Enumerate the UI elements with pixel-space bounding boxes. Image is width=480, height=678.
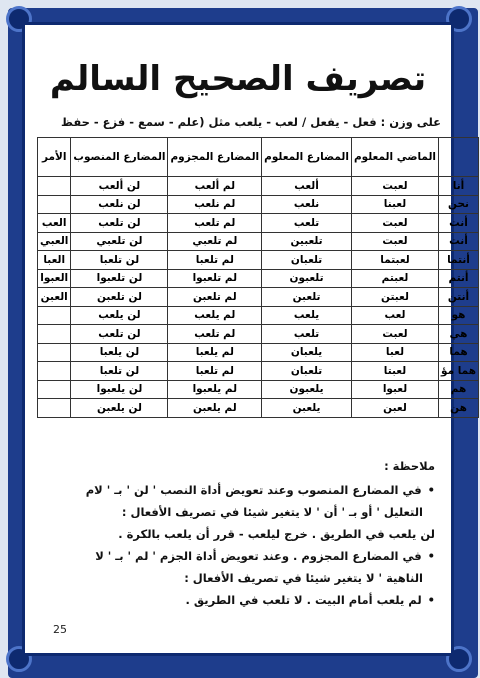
cell-present: نلعب: [262, 195, 352, 214]
cell-subjunctive: لن تلعبوا: [71, 269, 168, 288]
cell-past: لعبت: [351, 214, 438, 233]
header-jussive: المضارع المجزوم: [168, 138, 262, 177]
table-row: [38, 177, 479, 196]
cell-present: تلعب: [262, 325, 352, 344]
table-header-row: [38, 138, 479, 177]
cell-jussive: لم يلعب: [168, 306, 262, 325]
cell-jussive: لم تلعبن: [168, 288, 262, 307]
cell-imperative: [38, 306, 71, 325]
cell-imperative: [38, 399, 71, 418]
cell-past: لعبت: [351, 232, 438, 251]
cell-past: لعبتا: [351, 362, 438, 381]
table-row: [38, 362, 479, 381]
cell-present: يلعبن: [262, 399, 352, 418]
table-row: [38, 306, 479, 325]
note-example: • لم يلعب أمام البيت . لا تلعب في الطريق .: [43, 589, 435, 611]
cell-present: ألعب: [262, 177, 352, 196]
cell-pronoun: أنت: [439, 214, 479, 233]
cell-present: يلعبان: [262, 343, 352, 362]
cell-subjunctive: لن يلعبن: [71, 399, 168, 418]
note-example: لن يلعب في الطريق . خرج ليلعب - قرر أن يلعب بالكرة .: [118, 527, 435, 541]
notes-section: [43, 455, 435, 611]
cell-present: يلعب: [262, 306, 352, 325]
conjugation-table: [37, 137, 479, 418]
cell-jussive: لم تلعب: [168, 325, 262, 344]
page-subtitle: على وزن : فعل - يفعل / لعب - يلعب مثل (علم - سمع - فزع - حفظ: [61, 115, 441, 129]
cell-present: تلعبن: [262, 288, 352, 307]
header-imperative: الأمر: [38, 138, 71, 177]
cell-jussive: لم تلعبوا: [168, 269, 262, 288]
cell-imperative: [38, 362, 71, 381]
cell-present: تلعب: [262, 214, 352, 233]
cell-jussive: لم يلعبوا: [168, 380, 262, 399]
cell-jussive: لم يلعبن: [168, 399, 262, 418]
cell-imperative: [38, 195, 71, 214]
table-row: [38, 399, 479, 418]
cell-subjunctive: لن ألعب: [71, 177, 168, 196]
header-past: الماضي المعلوم: [351, 138, 438, 177]
cell-pronoun: هما: [439, 343, 479, 362]
cell-jussive: لم ألعب: [168, 177, 262, 196]
cell-pronoun: أنتما: [439, 251, 479, 270]
cell-imperative: العبي: [38, 232, 71, 251]
note-line: • في المضارع المنصوب وعند تعويض أداة النصب ' لن ' بـ ' لام: [43, 479, 435, 501]
cell-pronoun: أنا: [439, 177, 479, 196]
cell-pronoun: هي: [439, 325, 479, 344]
cell-subjunctive: لن يلعبا: [71, 343, 168, 362]
cell-jussive: لم تلعبا: [168, 362, 262, 381]
cell-past: لعبوا: [351, 380, 438, 399]
cell-subjunctive: لن تلعب: [71, 214, 168, 233]
cell-pronoun: أنتم: [439, 269, 479, 288]
note-line: • في المضارع المجزوم . وعند تعويض أداة الجزم ' لم ' بـ ' لا: [43, 545, 435, 567]
cell-past: لعبت: [351, 177, 438, 196]
cell-present: تلعبون: [262, 269, 352, 288]
note-line: الناهية ' لا يتغير شيئا في تصريف الأفعال :: [184, 571, 423, 585]
cell-subjunctive: لن تلعب: [71, 325, 168, 344]
page-number: 25: [53, 623, 67, 636]
cell-imperative: العب: [38, 214, 71, 233]
cell-imperative: العبن: [38, 288, 71, 307]
cell-subjunctive: لن تلعبن: [71, 288, 168, 307]
cell-pronoun: نحن: [439, 195, 479, 214]
cell-subjunctive: لن يلعبوا: [71, 380, 168, 399]
header-present: المضارع المعلوم: [262, 138, 352, 177]
cell-past: لعبت: [351, 325, 438, 344]
cell-subjunctive: لن تلعبا: [71, 251, 168, 270]
note-line: التعليل ' أو بـ ' أن ' لا يتغير شيئا في تصريف الأفعال :: [121, 505, 423, 519]
cell-past: لعبنا: [351, 195, 438, 214]
cell-present: يلعبون: [262, 380, 352, 399]
table-row: [38, 214, 479, 233]
cell-jussive: لم نلعب: [168, 195, 262, 214]
cell-past: لعبتن: [351, 288, 438, 307]
table-row: [38, 195, 479, 214]
page-title: تصريف الصحيح السالم: [49, 59, 427, 99]
header-pronoun: [439, 138, 479, 177]
cell-pronoun: هن: [439, 399, 479, 418]
cell-imperative: [38, 325, 71, 344]
table-row: [38, 251, 479, 270]
cell-past: لعبن: [351, 399, 438, 418]
cell-jussive: لم تلعبي: [168, 232, 262, 251]
notes-label: ملاحظة :: [384, 459, 435, 473]
cell-imperative: العبوا: [38, 269, 71, 288]
cell-present: تلعبان: [262, 251, 352, 270]
cell-subjunctive: لن نلعب: [71, 195, 168, 214]
table-row: [38, 325, 479, 344]
cell-subjunctive: لن تلعبا: [71, 362, 168, 381]
table-row: [38, 232, 479, 251]
cell-pronoun: هما مؤ: [439, 362, 479, 381]
cell-imperative: العبا: [38, 251, 71, 270]
cell-jussive: لم تلعب: [168, 214, 262, 233]
table-row: [38, 269, 479, 288]
cell-jussive: لم يلعبا: [168, 343, 262, 362]
header-subjunctive: المضارع المنصوب: [71, 138, 168, 177]
cell-pronoun: هو: [439, 306, 479, 325]
cell-imperative: [38, 380, 71, 399]
table-row: [38, 343, 479, 362]
cell-imperative: [38, 177, 71, 196]
cell-pronoun: هم: [439, 380, 479, 399]
cell-jussive: لم تلعبا: [168, 251, 262, 270]
cell-past: لعبتما: [351, 251, 438, 270]
cell-pronoun: أنتن: [439, 288, 479, 307]
cell-subjunctive: لن تلعبي: [71, 232, 168, 251]
cell-present: تلعبين: [262, 232, 352, 251]
page-content: [22, 22, 477, 656]
cell-subjunctive: لن يلعب: [71, 306, 168, 325]
cell-imperative: [38, 343, 71, 362]
cell-pronoun: أنت: [439, 232, 479, 251]
cell-past: لعبا: [351, 343, 438, 362]
cell-past: لعبتم: [351, 269, 438, 288]
table-row: [38, 288, 479, 307]
cell-present: تلعبان: [262, 362, 352, 381]
cell-past: لعب: [351, 306, 438, 325]
table-row: [38, 380, 479, 399]
